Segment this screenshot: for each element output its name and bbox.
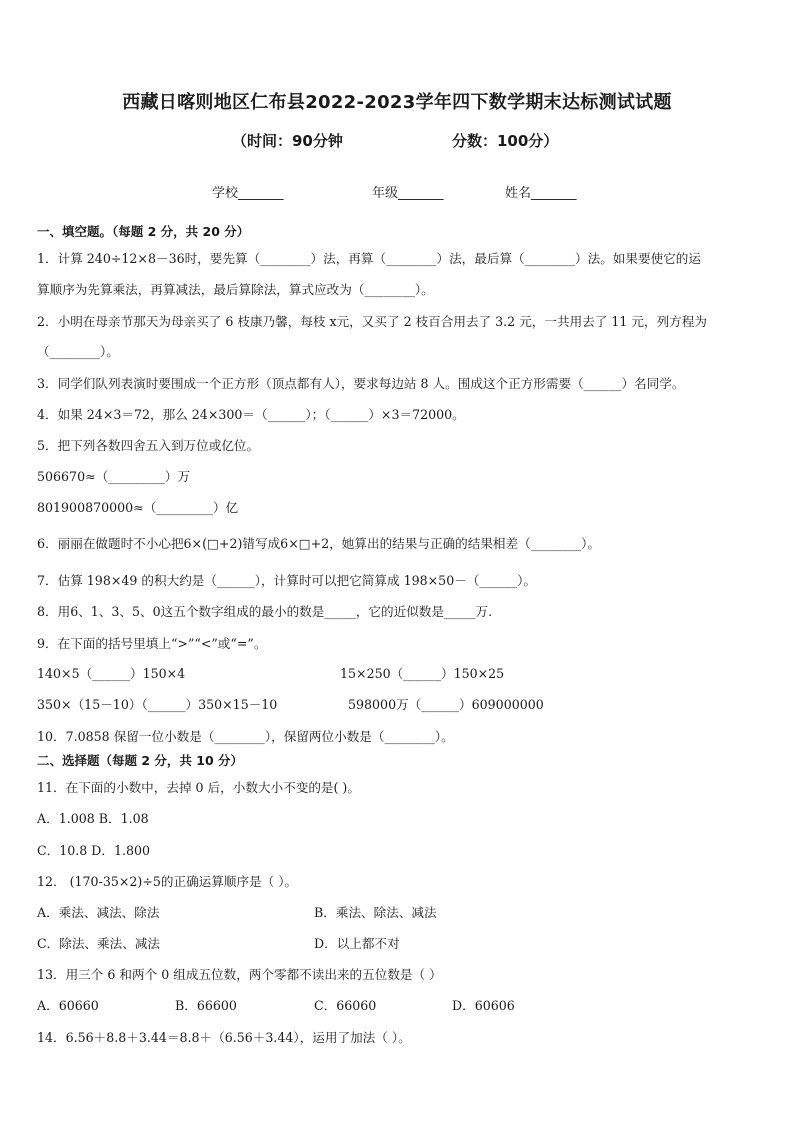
question-14: 14．6.56＋8.8＋3.44＝8.8＋（6.56＋3.44），运用了加法（ ）。 xyxy=(37,1030,411,1045)
page-title: 西藏日喀则地区仁布县2022-2023学年四下数学期末达标测试试题 xyxy=(122,92,672,113)
question-4: 4．如果 24×3＝72，那么 24×300＝（______）；（______）×3＝72000。 xyxy=(37,407,465,422)
question-10: 10．7.0858 保留一位小数是（________），保留两位小数是（________）。 xyxy=(37,729,454,744)
question-12-option-b: B．乘法、除法、减法 xyxy=(314,905,437,920)
question-9-item-c: 350×（15－10）（______）350×15－10 xyxy=(37,697,278,712)
question-5-item-a: 506670≈（_________）万 xyxy=(37,469,191,484)
question-13-option-a: A．60660 xyxy=(37,998,99,1013)
section-heading-choice: 二、选择题（每题 2 分，共 10 分） xyxy=(37,753,244,768)
question-8: 8．用6、1、3、5、0这五个数字组成的最小的数是_____，它的近似数是_____万. xyxy=(37,604,493,619)
question-11: 11．在下面的小数中，去掉 0 后，小数大小不变的是( )。 xyxy=(37,780,360,795)
question-12-option-d: D．以上都不对 xyxy=(314,936,400,951)
question-9-item-a: 140×5（______）150×4 xyxy=(37,666,186,681)
question-13: 13．用三个 6 和两个 0 组成五位数，两个零都不读出来的五位数是（ ） xyxy=(37,967,442,982)
name-field: 姓名_______ xyxy=(505,186,577,201)
section-heading-fill: 一、填空题。（每题 2 分，共 20 分） xyxy=(37,224,250,239)
question-7: 7．估算 198×49 的积大约是（______），计算时可以把它简算成 198×50－（______）。 xyxy=(37,573,537,588)
question-11-options-1: A．1.008 B．1.08 xyxy=(37,811,149,826)
question-12-option-c: C．除法、乘法、减法 xyxy=(37,936,160,951)
question-9-item-d: 598000万（______）609000000 xyxy=(348,697,544,712)
question-9: 9．在下面的括号里填上“>”“<”或“=”。 xyxy=(37,636,267,651)
question-6: 6．丽丽在做题时不小心把6×(□+2)错写成6×□+2，她算出的结果与正确的结果相差（________）。 xyxy=(37,536,600,551)
question-12-option-a: A．乘法、减法、除法 xyxy=(37,905,160,920)
question-1-line-2: 算顺序为先算乘法，再算减法，最后算除法，算式应改为（________）。 xyxy=(37,282,434,297)
score-label: 分数：100分） xyxy=(452,132,559,150)
question-2-line-2: （________）。 xyxy=(37,344,119,359)
question-2-line-1: 2．小明在母亲节那天为母亲买了 6 枝康乃馨，每枝 x元，又买了 2 枝百合用去了 3.2 元，一共用去了 11 元，列方程为 xyxy=(37,314,707,329)
question-5-item-b: 801900870000≈（_________）亿 xyxy=(37,500,239,515)
question-9-item-b: 15×250（______）150×25 xyxy=(340,666,505,681)
grade-field: 年级_______ xyxy=(372,186,444,201)
question-13-option-c: C．66060 xyxy=(314,998,377,1013)
exam-subtitle xyxy=(0,130,794,150)
question-11-options-2: C．10.8 D．1.800 xyxy=(37,843,151,858)
school-field: 学校_______ xyxy=(212,186,284,201)
time-label: （时间：90分钟 xyxy=(232,132,343,150)
question-3: 3．同学们队列表演时要围成一个正方形（顶点都有人），要求每边站 8 人。围成这个正方形需要（______）名同学。 xyxy=(37,376,685,391)
student-info xyxy=(0,182,794,200)
question-5: 5．把下列各数四舍五入到万位或亿位。 xyxy=(37,438,260,453)
question-13-option-b: B．66600 xyxy=(175,998,237,1013)
question-12: 12． (170-35×2)÷5的正确运算顺序是（ ）。 xyxy=(37,874,298,889)
question-1-line-1: 1．计算 240÷12×8－36时，要先算（________）法，再算（________）法，最后算（________）法。如果要使它的运 xyxy=(37,251,701,266)
question-13-option-d: D．60606 xyxy=(452,998,515,1013)
